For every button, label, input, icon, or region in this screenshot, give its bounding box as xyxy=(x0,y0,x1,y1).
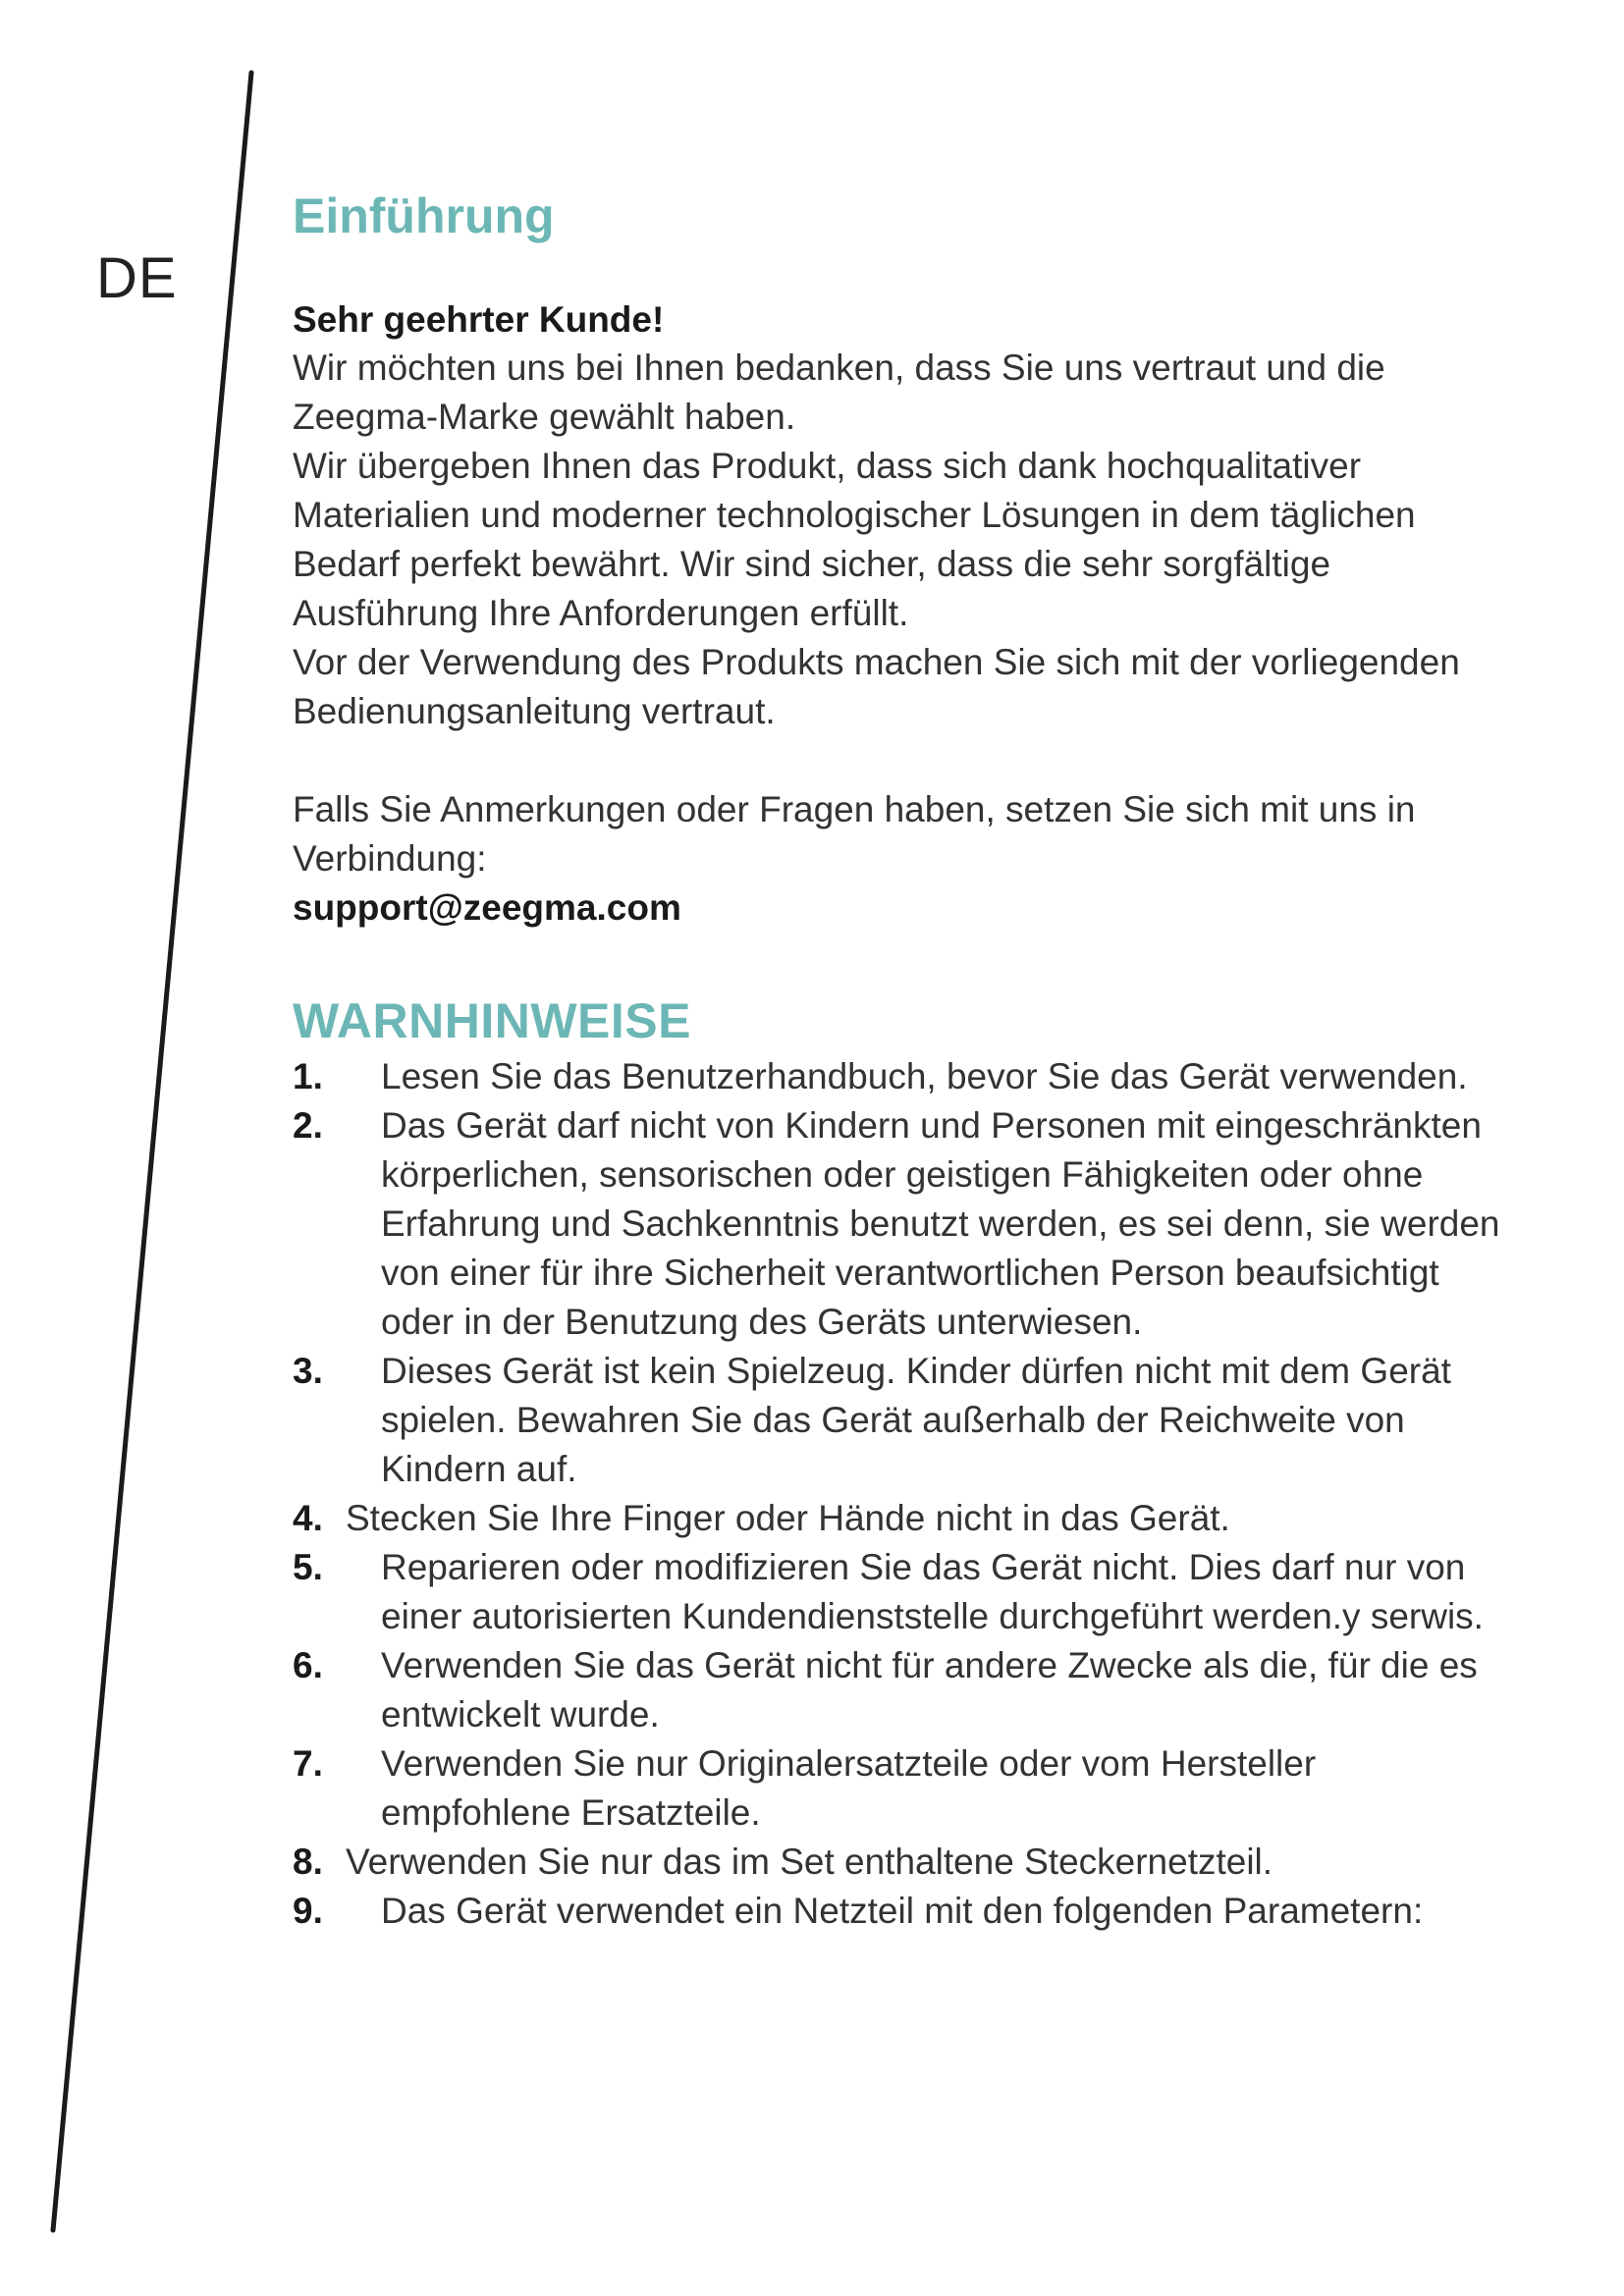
warning-text: Dieses Gerät ist kein Spielzeug. Kinder dürfen nicht mit dem Gerät spielen. Bewahren Sie das Gerät außerhalb der Reichweite von Kindern auf. xyxy=(381,1351,1451,1489)
warning-number: 7. xyxy=(293,1743,323,1784)
warning-number: 4. xyxy=(293,1498,323,1538)
warning-text: Das Gerät darf nicht von Kindern und Personen mit eingeschränkten körperlichen, sensorischen oder geistigen Fähigkeiten oder ohne Erfahrung und Sachkenntnis benutzt werden, es sei denn, sie werden von einer für ihre Sicherheit verantwortlichen Person beaufsichtigt oder in der Benutzung des Geräts unterwiesen. xyxy=(381,1105,1500,1342)
warning-number: 6. xyxy=(293,1645,323,1685)
warning-number: 1. xyxy=(293,1056,323,1096)
paragraph-spacer xyxy=(293,736,1510,785)
warning-item-9 xyxy=(293,1887,1510,1936)
warning-number: 8. xyxy=(293,1842,323,1882)
warning-text: Lesen Sie das Benutzerhandbuch, bevor Sie das Gerät verwenden. xyxy=(381,1056,1468,1096)
intro-heading: Einführung xyxy=(293,188,555,243)
intro-paragraph-contact: Falls Sie Anmerkungen oder Fragen haben, setzen Sie sich mit uns in Verbindung: xyxy=(293,789,1416,879)
warning-text: Verwenden Sie nur das im Set enthaltene Steckernetzteil. xyxy=(346,1842,1273,1882)
support-email: support@zeegma.com xyxy=(293,887,681,928)
language-code: DE xyxy=(96,246,178,310)
warnings-heading: WARNHINWEISE xyxy=(293,993,691,1048)
warning-item-8 xyxy=(293,1838,1510,1887)
intro-paragraph-manual: Vor der Verwendung des Produkts machen Sie sich mit der vorliegenden Bedienungsanleitung vertraut. xyxy=(293,642,1460,731)
warning-number: 5. xyxy=(293,1547,323,1587)
warning-item-2 xyxy=(293,1101,1510,1347)
warning-number: 2. xyxy=(293,1105,323,1146)
greeting: Sehr geehrter Kunde! xyxy=(293,299,665,340)
warning-item-7 xyxy=(293,1739,1510,1838)
warning-text: Verwenden Sie nur Originalersatzteile oder vom Hersteller empfohlene Ersatzteile. xyxy=(381,1743,1317,1833)
diagonal-rule-line xyxy=(53,73,251,2230)
warning-item-3 xyxy=(293,1347,1510,1494)
warnings-list xyxy=(293,1052,1510,1936)
warning-number: 3. xyxy=(293,1351,323,1391)
warning-item-5 xyxy=(293,1543,1510,1641)
warning-text: Das Gerät verwendet ein Netzteil mit den folgenden Parametern: xyxy=(381,1891,1424,1931)
warning-item-1 xyxy=(293,1052,1510,1101)
intro-paragraph-product: Wir übergeben Ihnen das Produkt, dass sich dank hochqualitativer Materialien und moderner technologischer Lösungen in dem täglichen Bedarf perfekt bewährt. Wir sind sicher, dass die sehr sorgfältige Ausführung Ihre Anforderungen erfüllt. xyxy=(293,446,1416,633)
warning-text: Stecken Sie Ihre Finger oder Hände nicht in das Gerät. xyxy=(346,1498,1230,1538)
warning-item-4 xyxy=(293,1494,1510,1543)
warning-text: Reparieren oder modifizieren Sie das Gerät nicht. Dies darf nur von einer autorisierten Kundendienststelle durchgeführt werden.y serwis. xyxy=(381,1547,1484,1636)
document-content xyxy=(293,187,1510,1936)
intro-paragraph-thanks: Wir möchten uns bei Ihnen bedanken, dass Sie uns vertraut und die Zeegma-Marke gewählt haben. xyxy=(293,347,1385,437)
warning-number: 9. xyxy=(293,1891,323,1931)
warning-text: Verwenden Sie das Gerät nicht für andere Zwecke als die, für die es entwickelt wurde. xyxy=(381,1645,1478,1735)
warning-item-6 xyxy=(293,1641,1510,1739)
